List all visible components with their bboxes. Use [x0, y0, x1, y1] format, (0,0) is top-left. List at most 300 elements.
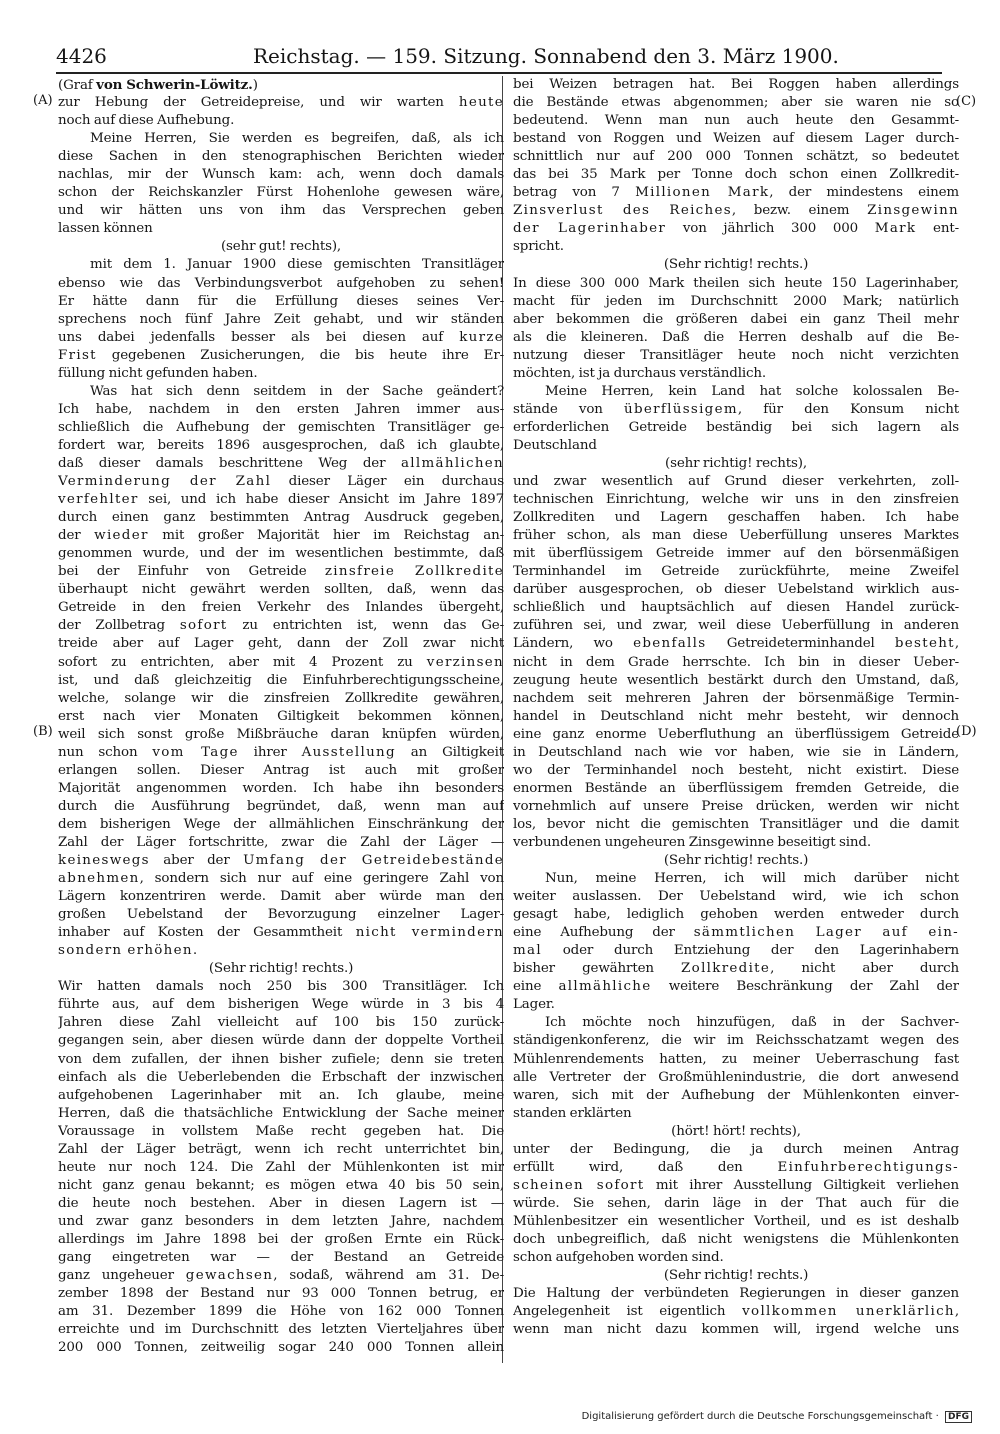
text-line [513, 834, 959, 852]
text-line [58, 726, 504, 744]
text-run: bedeutend. Wenn man nun auch heute den Gesammt- [513, 113, 959, 129]
text-run: (sehr gut! rechts), [220, 239, 342, 255]
text-run: erfüllt wird, daß den [513, 1159, 778, 1175]
text-run: Meine Herren, Sie werden es begreifen, daß, als ich [90, 131, 504, 147]
text-run: an Giltigkeit [395, 744, 504, 760]
text-run: ganz ungeheuer [58, 1268, 186, 1284]
text-run: Terminhandel im Getreide zurückführte, meine Zweifel [513, 564, 959, 580]
text-line [513, 1177, 959, 1195]
text-run: zur Hebung der Getreidepreise, und wir warten [58, 95, 459, 111]
text-line [513, 329, 959, 347]
text-line [58, 311, 504, 329]
text-run: großen Uebelstand der Bevorzugung einzelner Lager- [58, 907, 504, 923]
text-line [513, 996, 959, 1014]
text-run: sei, und ich habe dieser Ansicht im Jahre 1897 [138, 492, 504, 508]
text-line [513, 1231, 959, 1249]
dfg-logo: DFG [945, 1411, 972, 1423]
text-line [58, 1285, 504, 1303]
text-line [58, 401, 504, 419]
text-line [58, 762, 504, 780]
text-line [513, 509, 959, 527]
text-run: der Zollbetrag [58, 618, 180, 634]
text-line [58, 1105, 504, 1123]
text-run: und wir hätten uns von ihm das Versprechen geben [58, 203, 504, 219]
text-line [513, 275, 959, 293]
text-line [513, 1051, 959, 1069]
text-line [58, 563, 504, 581]
text-line [58, 1339, 504, 1357]
text-run: durch einen ganz bestimmten Antrag Ausdruck gegeben, [58, 510, 504, 526]
text-run: , bezw. einem [731, 203, 868, 219]
text-line [513, 1195, 959, 1213]
text-run: möchten, ist ja durchaus verständlich. [513, 365, 767, 381]
text-line [513, 708, 959, 726]
text-run: genommen wurde, und der im wesentlichen bestimmte, daß [58, 546, 504, 562]
text-run: bisher gewährten [513, 961, 682, 977]
text-run: unter der Bedingung, die ja durch meinen Antrag [513, 1141, 959, 1157]
interjection [513, 852, 959, 870]
text-line [58, 816, 504, 834]
text-run: oder durch Entziehung der den Lagerinhabern [541, 943, 959, 959]
text-run: mit dem 1. Januar 1900 diese gemischten Transitläger [90, 257, 504, 273]
text-line [58, 744, 504, 762]
text-line [513, 672, 959, 690]
text-run: , sodaß, während am 31. De- [273, 1268, 504, 1284]
text-line [58, 780, 504, 798]
text-line [513, 1105, 959, 1123]
text-run: treide aber auf Lager geht, dann der Zoll zwar nicht [58, 636, 504, 652]
text-line [58, 834, 504, 852]
spaced-emphasis: kurze [459, 329, 504, 345]
text-line [513, 1285, 959, 1303]
text-line [513, 726, 959, 744]
text-run: heute nur noch 124. Die Zahl der Mühlenkonten ist mir [58, 1159, 504, 1175]
text-line [513, 798, 959, 816]
text-line [513, 220, 959, 238]
text-run: schließlich und hauptsächlich auf diesen Handel zurück- [513, 600, 959, 616]
text-line [58, 1321, 504, 1339]
text-line [513, 491, 959, 509]
text-line [513, 383, 959, 401]
text-line [58, 581, 504, 599]
text-run: , für den Konsum nicht [737, 401, 959, 417]
text-run: betrag von 7 [513, 185, 636, 201]
text-run: (hört! hört! rechts), [671, 1123, 801, 1139]
text-line [513, 473, 959, 491]
text-line [58, 347, 504, 365]
text-line [513, 1014, 959, 1032]
text-run: Er hätte dann für die Erfüllung dieses seines Ver- [58, 293, 504, 309]
text-line [58, 1141, 504, 1159]
text-run: nicht ganz genau bekannt; es mögen etwa 40 bis 50 sein, [58, 1177, 504, 1193]
text-run: schnittlich nur auf 200 000 Tonnen schätzt, so bedeutet [513, 149, 959, 165]
text-run: noch auf diese Aufhebung. [58, 113, 235, 129]
text-line [513, 1159, 959, 1177]
text-run: sofort zu entrichten, aber mit 4 Prozent zu [58, 654, 427, 670]
margin-marker-a: (A) [33, 93, 53, 108]
text-line [58, 473, 504, 491]
text-run: nun schon [58, 744, 153, 760]
text-run: wenn man nicht dazu kommen will, irgend welche uns [513, 1322, 959, 1338]
text-run: Angelegenheit ist eigentlich [513, 1304, 743, 1320]
text-run: Jahren diese Zahl vielleicht auf 100 bis 150 zurück- [58, 1015, 504, 1031]
text-line [58, 1159, 504, 1177]
header-title: Reichstag. — 159. Sitzung. Sonnabend den 3. März 1900. [253, 44, 839, 68]
text-run: erlangen sollen. Dieser Antrag ist auch mit großer [58, 762, 504, 778]
spaced-emphasis: sämmtlichen Lager auf ein- [693, 925, 959, 941]
text-run: Mühlenbesitzer ein wesentlicher Vortheil, und es ist deshalb [513, 1213, 959, 1229]
text-line [513, 1069, 959, 1087]
text-run: stände von [513, 401, 625, 417]
text-line [58, 1231, 504, 1249]
text-line [58, 1303, 504, 1321]
text-run: erst nach vier Monaten Giltigkeit bekommen können, [58, 708, 504, 724]
margin-marker-d: (D) [956, 724, 977, 739]
text-line [58, 275, 504, 293]
text-line [58, 112, 504, 130]
text-line [58, 617, 504, 635]
text-run: vornehmlich auf unsere Preise drücken, werden wir nicht [513, 798, 959, 814]
text-run: weil sich sonst große Mißbräuche daran knüpfen würden, [58, 726, 504, 742]
text-run: durch die Ausführung begründet, daß, wenn man auf [58, 798, 504, 814]
text-run: waren, sich mit der Aufhebung der Mühlenkonten einver- [513, 1087, 959, 1103]
text-run: zeugung heute wesentlich bestärkt durch den Umstand, daß, [513, 672, 959, 688]
text-line [513, 1321, 959, 1339]
text-line [58, 1032, 504, 1050]
speaker-name: von Schwerin-Löwitz. [96, 77, 253, 93]
text-line [513, 184, 959, 202]
text-run: früher schon, als man diese Ueberfüllung unseres Marktes [513, 528, 959, 544]
text-line [513, 166, 959, 184]
text-run: ihrer [238, 744, 302, 760]
text-line [513, 870, 959, 888]
text-run: Meine Herren, kein Land hat solche kolossalen Be- [545, 383, 959, 399]
text-line [513, 347, 959, 365]
text-run: bei Weizen betragen hat. Bei Roggen haben allerdings [513, 77, 959, 92]
text-run: der [58, 528, 95, 544]
interjection [58, 238, 504, 256]
text-line [58, 94, 504, 112]
spaced-emphasis: Verminderung der Zahl [58, 474, 272, 490]
text-line [513, 563, 959, 581]
text-run: (Sehr richtig! rechts.) [663, 853, 809, 869]
text-line [58, 455, 504, 473]
text-line [58, 256, 504, 274]
text-run: Deutschland [513, 437, 597, 453]
spaced-emphasis: scheinen sofort [513, 1177, 645, 1193]
text-run: mit großer Majorität hier im Reichstag an- [148, 528, 504, 544]
text-run: lassen können [58, 221, 153, 237]
text-line [58, 527, 504, 545]
running-header [56, 44, 942, 70]
text-line [58, 635, 504, 653]
text-run: überhaupt nicht gewährt werden sollten, daß, wenn das [58, 582, 504, 598]
text-run: Nun, meine Herren, ich will mich darüber nicht [545, 871, 959, 887]
text-run: und zwar ganz besonders in dem letzten Jahre, nachdem [58, 1213, 504, 1229]
spaced-emphasis: sondern erhöhen [58, 943, 193, 959]
text-line [513, 293, 959, 311]
text-run: Lägern konzentriren werde. Damit aber würde man den [58, 889, 504, 905]
text-run: sprechens noch fünf Jahre Zeit gehabt, und wir ständen [58, 311, 504, 327]
text-line [58, 1195, 504, 1213]
interjection [513, 1123, 959, 1141]
interjection [513, 455, 959, 473]
spaced-emphasis: ebenfalls [633, 636, 707, 652]
text-run: aber der [149, 853, 244, 869]
text-line [58, 365, 504, 383]
text-run: macht für jeden im Durchschnitt 2000 Mark; natürlich [513, 293, 959, 309]
text-run: Ländern, wo [513, 636, 634, 652]
text-run: daß dieser damals beschrittene Weg der [58, 455, 401, 471]
text-line [513, 1087, 959, 1105]
text-run: bei der Einfuhr von Getreide [58, 564, 325, 580]
text-run: Die Haltung der verbündeten Regierungen in dieser ganzen [513, 1286, 959, 1302]
text-run: und zwar wesentlich auf Grund dieser verkehrten, zoll- [513, 474, 959, 490]
text-run: eine [513, 979, 559, 995]
text-line [513, 654, 959, 672]
text-run: nicht in dem Grade herrschte. Ich bin in dieser Ueber- [513, 654, 959, 670]
text-line [58, 202, 504, 220]
text-line [58, 1069, 504, 1087]
text-line [58, 599, 504, 617]
text-run: die Bestände etwas abgenommen; aber sie waren nie so [513, 95, 959, 111]
text-run: mit ihrer Ausstellung Giltigkeit verliehen [644, 1177, 959, 1193]
spaced-emphasis: Einfuhrberechtigungs- [777, 1159, 959, 1175]
spaced-emphasis: Umfang der Getreidebestände [243, 853, 504, 869]
text-run: schon der Reichskanzler Fürst Hohenlohe gewesen wäre, [58, 185, 504, 201]
text-line [58, 1051, 504, 1069]
text-line [58, 852, 504, 870]
text-line [513, 744, 959, 762]
text-line [513, 437, 959, 455]
text-line [513, 94, 959, 112]
text-line [513, 148, 959, 166]
text-run: dem bisherigen Wege der allmählichen Einschränkung der [58, 816, 504, 832]
spaced-emphasis: keineswegs [58, 853, 150, 869]
text-line [58, 130, 504, 148]
text-run: Zahl der Läger beträgt, wenn ich recht unterrichtet bin, [58, 1141, 504, 1157]
text-run: schon aufgehoben worden sind. [513, 1250, 724, 1266]
spaced-emphasis: Zinsverlust des Reiches [513, 203, 732, 219]
text-run: aufgehobenen Lagerinhaber mit an. Ich glaube, meine [58, 1087, 504, 1103]
text-line [513, 238, 959, 256]
text-run: nutzung dieser Transitläger heute noch nicht verzichten [513, 347, 959, 363]
text-line [58, 293, 504, 311]
spaced-emphasis: heute [458, 95, 504, 111]
text-line [58, 491, 504, 509]
spaced-emphasis: Millionen Mark [635, 185, 770, 201]
text-line [513, 780, 959, 798]
text-line [58, 419, 504, 437]
text-run: von dem zufallen, der ihnen bisher zufiele; denn sie treten [58, 1051, 504, 1067]
text-run: welche, solange wir die zinsfreien Zollkredite gewähren, [58, 690, 504, 706]
spaced-emphasis: überflüssigem [624, 401, 738, 417]
text-run: das bei 35 Mark per Tonne doch schon einen Zollkredit- [513, 167, 959, 183]
text-line [513, 1303, 959, 1321]
text-line [58, 1213, 504, 1231]
right-column [513, 76, 959, 1339]
text-line [58, 708, 504, 726]
text-run: inhaber auf Kosten der Gesammtheit [58, 925, 356, 941]
text-line [513, 527, 959, 545]
text-line [513, 419, 959, 437]
text-run: , [954, 1304, 959, 1320]
text-run: zuführen sei, und zwar, weil diese Ueberfüllung in anderen [513, 618, 959, 634]
text-run: (sehr richtig! rechts), [664, 455, 808, 471]
text-run: doch unbegreiflich, daß nicht wenigstens die Mühlenkonten [513, 1232, 959, 1247]
text-line [58, 220, 504, 238]
text-run: ebenso wie das Verbindungsverbot aufgehoben zu sehen! [58, 275, 504, 291]
text-run: standen erklärten [513, 1105, 632, 1121]
text-run: gesagt habe, lediglich gehoben werden entweder durch [513, 907, 959, 923]
text-line [513, 130, 959, 148]
text-run: ent- [916, 221, 959, 237]
spaced-emphasis: allmählichen [401, 455, 504, 471]
text-line [513, 960, 959, 978]
text-run: eine Aufhebung der [513, 925, 694, 941]
text-run: füllung nicht gefunden haben. [58, 365, 258, 381]
text-line [58, 690, 504, 708]
text-line [58, 437, 504, 455]
text-line [513, 888, 959, 906]
text-line [513, 1213, 959, 1231]
text-run: Was hat sich denn seitdem in der Sache geändert? [90, 383, 504, 399]
text-line [513, 635, 959, 653]
text-line [513, 365, 959, 383]
text-run: darüber ausgesprochen, ob dieser Uebelstand wirklich aus- [513, 582, 959, 598]
text-line [513, 617, 959, 635]
text-run: gang eingetreten war — der Bestand an Getreide [58, 1250, 504, 1266]
text-line [513, 599, 959, 617]
left-column [58, 76, 504, 1357]
digitization-credit [582, 1411, 972, 1423]
text-run: spricht. [513, 239, 564, 255]
text-line [58, 1267, 504, 1285]
text-run: , der mindestens einem [769, 185, 959, 201]
text-line [513, 112, 959, 130]
text-run: alle Vertreter der Großmühlenindustrie, die dort anwesend [513, 1069, 959, 1085]
text-run: (Sehr richtig! rechts.) [663, 257, 809, 273]
text-run: gegebenen Zusicherungen, die bis heute ihre Er- [96, 347, 504, 363]
text-line [513, 816, 959, 834]
text-run: los, bevor nicht die gemischten Transitläger und die damit [513, 816, 959, 832]
spaced-emphasis: Zinsgewinn [867, 203, 959, 219]
spaced-emphasis: wieder [94, 528, 149, 544]
text-run: , sondern sich nur auf eine geringere Zahl von [139, 871, 504, 887]
credit-text: Digitalisierung gefördert durch die Deutsche Forschungsgemeinschaft · [581, 1411, 939, 1422]
spaced-emphasis: mal [513, 943, 542, 959]
text-line [513, 1141, 959, 1159]
page-number: 4426 [56, 44, 107, 68]
spaced-emphasis: verfehlter [58, 492, 139, 508]
text-line [513, 76, 959, 94]
spaced-emphasis: vollkommen unerklärlich [742, 1304, 955, 1320]
text-line [58, 978, 504, 996]
text-line [513, 1032, 959, 1050]
spaced-emphasis: verzinsen [426, 654, 504, 670]
text-run: Zahl der Läger fortschritte, zwar die Zahl der Läger — [58, 834, 504, 850]
text-line [58, 148, 504, 166]
text-run: bestand von Roggen und Weizen auf diesem Lager durch- [513, 131, 959, 147]
text-run: ist, und daß gleichzeitig die Einfuhrberechtigungsscheine, [58, 672, 504, 688]
text-run: zember 1898 der Bestand nur 93 000 Tonnen betrug, er [58, 1286, 504, 1302]
text-run: (Sehr richtig! rechts.) [663, 1268, 809, 1284]
text-line [58, 924, 504, 942]
text-line [58, 888, 504, 906]
spaced-emphasis: Ausstellung [301, 744, 396, 760]
text-line [513, 545, 959, 563]
text-run: als die kleineren. Daß die Herren deshalb auf die Be- [513, 329, 959, 345]
text-run: In diese 300 000 Mark theilen sich heute 150 Lagerinhaber, [513, 275, 959, 291]
text-line [58, 798, 504, 816]
text-run: mit überflüssigem Getreide immer auf den börsenmäßigen [513, 546, 959, 562]
spaced-emphasis: der Lagerinhaber [513, 221, 667, 237]
text-run: technischen Einrichtung, welche wir uns in den zinsfreien [513, 492, 959, 508]
spaced-emphasis: abnehmen [58, 871, 140, 887]
text-line [58, 329, 504, 347]
text-run: Getreideterminhandel [706, 636, 895, 652]
text-run: erforderlichen Getreide beständig bei sich lagern als [513, 419, 959, 435]
text-run: (Graf [58, 78, 97, 93]
text-run: erreichte und im Durchschnitt des letzten Vierteljahres über [58, 1322, 504, 1338]
text-line [513, 581, 959, 599]
text-run: aber bekommen die größeren dabei ein ganz Theil mehr [513, 311, 959, 327]
text-line [58, 1249, 504, 1267]
text-line [513, 924, 959, 942]
text-line [58, 906, 504, 924]
text-run: einfach als die Ueberlebenden die Erbschaft der inzwischen [58, 1069, 504, 1085]
text-run: zu entrichten ist, wenn das Ge- [227, 618, 504, 634]
text-line [513, 906, 959, 924]
text-run: Ich möchte noch hinzufügen, daß in der Sachver- [545, 1015, 959, 1031]
text-run: Ich habe, nachdem in den ersten Jahren immer aus- [58, 401, 504, 417]
text-line [513, 942, 959, 960]
margin-marker-c: (C) [956, 94, 977, 109]
spaced-emphasis: gewachsen [185, 1268, 274, 1284]
text-run: uns dabei jedenfalls besser als bei diesen auf [58, 329, 460, 345]
spaced-emphasis: nicht vermindern [355, 925, 504, 941]
text-run: führte aus, auf dem bisherigen Wege würde in 3 bis 4 [58, 997, 504, 1013]
text-run: 200 000 Tonnen, zeitweilig sogar 240 000 Tonnen allein [58, 1340, 504, 1356]
text-run: ) [252, 78, 258, 93]
text-run: ständigenkonferenz, die wir im Reichsschatzamt wegen des [513, 1033, 959, 1049]
text-run: enormen Bestände an überflüssigem fremden Getreide, die [513, 780, 959, 796]
text-line [58, 1123, 504, 1141]
text-run: Lager. [513, 997, 555, 1013]
text-line [58, 1087, 504, 1105]
text-run: Voraussage in vollstem Maße recht gegeben hat. Die [58, 1123, 504, 1139]
text-line [513, 202, 959, 220]
text-line [58, 545, 504, 563]
text-line [58, 654, 504, 672]
text-line [513, 401, 959, 419]
text-line [58, 870, 504, 888]
spaced-emphasis: besteht [894, 636, 955, 652]
text-line [513, 690, 959, 708]
text-line [58, 184, 504, 202]
text-run: , [954, 636, 959, 652]
text-run: eine ganz enorme Ueberfluthung an überflüssigem Getreide [513, 726, 959, 742]
text-run: verbundenen ungeheuren Zinsgewinne beseitigt sind. [513, 834, 871, 850]
spaced-emphasis: sofort [179, 618, 228, 634]
text-run: in Deutschland nach wie vor haben, wie sie in Ländern, [513, 744, 959, 760]
spaced-emphasis: allmähliche [558, 979, 652, 995]
interjection [513, 256, 959, 274]
interjection [58, 960, 504, 978]
text-line [58, 166, 504, 184]
text-run: nachlas, mir der Wunsch kam: ach, wenn doch damals [58, 167, 504, 183]
text-line [513, 311, 959, 329]
